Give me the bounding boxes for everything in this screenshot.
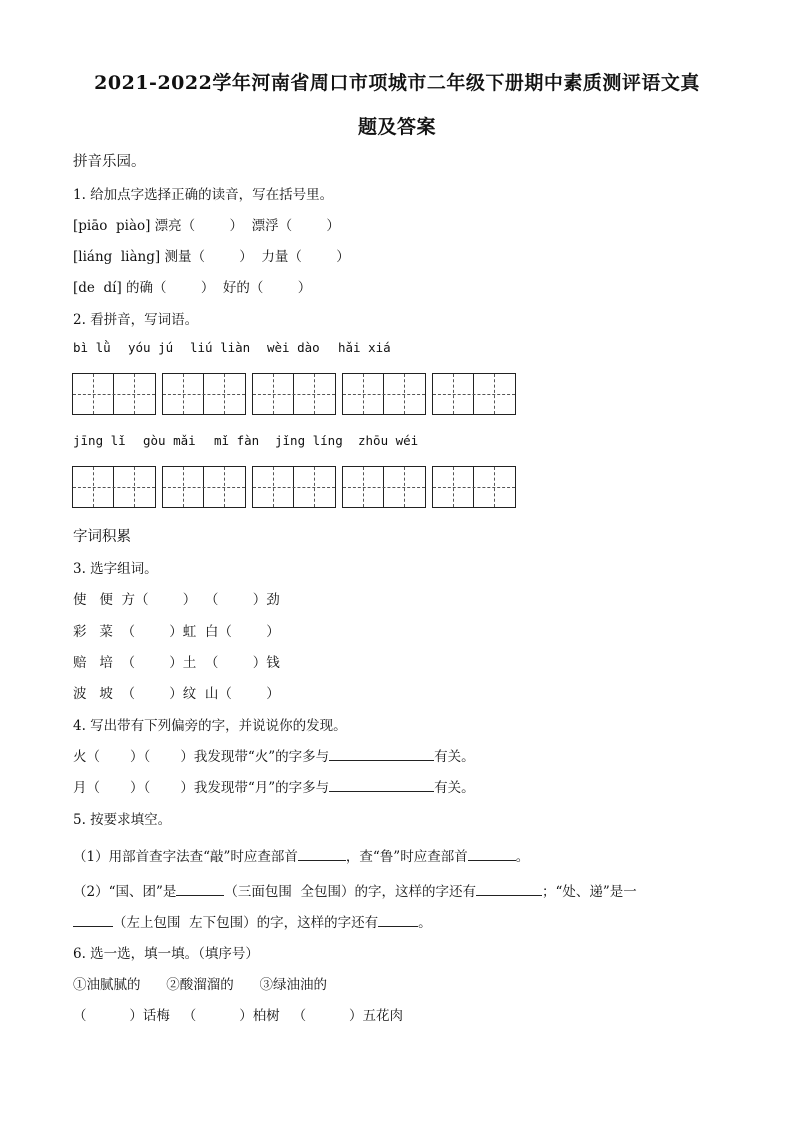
pinyin-label: mǐ fàn [214, 433, 260, 448]
q5-part1 [73, 845, 529, 865]
pinyin-label: yóu jú [128, 340, 174, 355]
q5-part3-end: 。 [418, 915, 432, 931]
answer-blank[interactable] [298, 847, 346, 861]
q5-part2-text2: （三面包围 全包围）的字，这样的字还有 [224, 884, 476, 900]
q3-prompt: 3. 选字组词。 [73, 561, 158, 577]
pinyin-label: gòu mǎi [143, 433, 196, 448]
q5-part1-end: 。 [515, 849, 530, 865]
q4-row-text: 月（ ）（ ）我发现带“月”的字多与 [73, 780, 330, 796]
q1-row: [de dí] 的确（ ） 好的（ ） [73, 280, 312, 296]
page-title: 2021-2022学年河南省周口市项城市二年级下册期中素质测评语文真 [94, 72, 700, 94]
q5-part2 [73, 880, 637, 900]
pinyin-label: hǎi xiá [338, 340, 391, 355]
q2-prompt: 2. 看拼音，写词语。 [73, 312, 199, 328]
q5-part2-text3: ；“处、递”是一 [542, 884, 637, 900]
pinyin-label: jǐng líng [275, 433, 343, 448]
q4-row-suffix: 有关。 [434, 780, 475, 796]
answer-blank[interactable] [476, 882, 542, 896]
pinyin-label: wèi dào [267, 340, 320, 355]
writing-box[interactable] [342, 373, 426, 415]
pinyin-label: zhōu wéi [358, 433, 419, 448]
answer-blank[interactable] [329, 778, 434, 792]
pinyin-label: jīng lǐ [73, 433, 126, 448]
answer-blank[interactable] [468, 847, 516, 861]
writing-box[interactable] [72, 466, 156, 508]
q6-blanks: （ ）话梅 （ ）柏树 （ ）五花肉 [73, 1008, 403, 1024]
answer-blank[interactable] [176, 882, 224, 896]
writing-box[interactable] [252, 466, 336, 508]
writing-box[interactable] [342, 466, 426, 508]
q3-row: 波 坡 （ ）纹 山（ ） [73, 686, 280, 702]
q1-row: [piāo piào] 漂亮（ ） 漂浮（ ） [73, 218, 340, 234]
q4-row-suffix: 有关。 [434, 749, 475, 765]
section-words-heading: 字词积累 [73, 529, 131, 545]
q4-row [73, 776, 475, 796]
q6-options: ①油腻腻的 ②酸溜溜的 ③绿油油的 [73, 977, 327, 993]
q1-row: [liáng liàng] 测量（ ） 力量（ ） [73, 249, 350, 265]
q5-part1-text: （1）用部首查字法查“敲”时应查部首 [73, 849, 298, 865]
page-title-cont: 题及答案 [357, 116, 436, 138]
q5-part2-text: （2）“国、团”是 [73, 884, 177, 900]
q3-row: 赔 培 （ ）土 （ ）钱 [73, 655, 280, 671]
q4-row-text: 火（ ）（ ）我发现带“火”的字多与 [73, 749, 330, 765]
writing-box[interactable] [162, 373, 246, 415]
writing-box[interactable] [432, 466, 516, 508]
section-pinyin-heading: 拼音乐园。 [73, 154, 146, 170]
q6-prompt: 6. 选一选，填一填。（填序号） [73, 946, 259, 962]
writing-box[interactable] [162, 466, 246, 508]
pinyin-label: liú liàn [190, 340, 251, 355]
q5-part3-text: （左上包围 左下包围）的字，这样的字还有 [113, 915, 379, 931]
q1-prompt: 1. 给加点字选择正确的读音，写在括号里。 [73, 187, 334, 203]
q5-prompt: 5. 按要求填空。 [73, 812, 172, 828]
pinyin-label: bì lǜ [73, 340, 111, 355]
q5-part3 [73, 911, 432, 931]
answer-blank[interactable] [329, 747, 434, 761]
answer-blank[interactable] [378, 913, 418, 927]
q4-row [73, 745, 475, 765]
q4-prompt: 4. 写出带有下列偏旁的字，并说说你的发现。 [73, 718, 347, 734]
writing-box[interactable] [252, 373, 336, 415]
writing-box[interactable] [72, 373, 156, 415]
answer-blank[interactable] [73, 913, 113, 927]
q3-row: 使 便 方（ ） （ ）劲 [73, 592, 280, 608]
q3-row: 彩 菜 （ ）虹 白（ ） [73, 624, 280, 640]
q5-part1-text2: ，查“鲁”时应查部首 [345, 849, 468, 865]
writing-box[interactable] [432, 373, 516, 415]
